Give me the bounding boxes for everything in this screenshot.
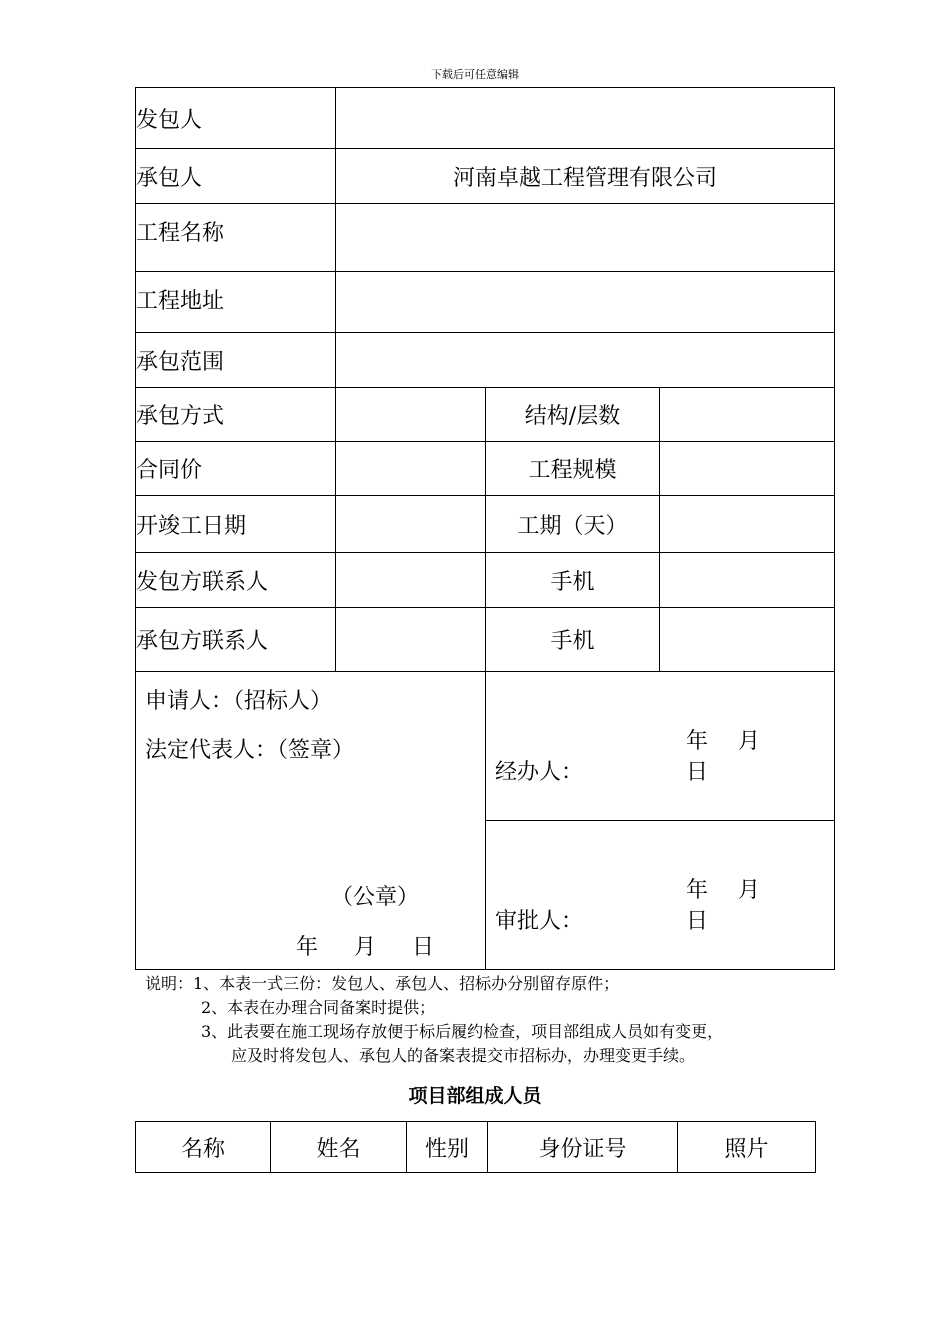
- label-employer: 发包人: [136, 88, 336, 149]
- row-contract-price: [136, 442, 835, 496]
- value-structure-floors[interactable]: [660, 388, 835, 442]
- row-project-name: [136, 204, 835, 272]
- approver-label: 审批人：: [495, 909, 584, 934]
- staff-col-gender: 性别: [407, 1122, 488, 1173]
- note-line-4: 应及时将发包人、承包人的备案表提交市招标办，办理变更手续。: [231, 1046, 696, 1065]
- date-month: 月: [738, 729, 761, 754]
- value-employer[interactable]: [336, 88, 835, 149]
- note-line-2: 2、本表在办理合同备案时提供；: [201, 998, 436, 1017]
- legal-rep-label: 法定代表人：（签章）: [145, 738, 355, 763]
- row-employer: [136, 88, 835, 149]
- value-contract-price[interactable]: [336, 442, 486, 496]
- staff-col-id-number: 身份证号: [488, 1122, 678, 1173]
- value-employer-phone[interactable]: [660, 553, 835, 608]
- value-project-scale[interactable]: [660, 442, 835, 496]
- staff-section-title: 项目部组成人员: [408, 1085, 542, 1107]
- label-project-name: 工程名称: [136, 204, 336, 272]
- date-day: 日: [686, 909, 709, 934]
- value-start-end-date[interactable]: [336, 496, 486, 553]
- value-contractor[interactable]: 河南卓越工程管理有限公司: [336, 149, 835, 204]
- label-contractor: 承包人: [136, 149, 336, 204]
- label-structure-floors: 结构/层数: [486, 388, 660, 442]
- staff-col-photo: 照片: [678, 1122, 816, 1173]
- seal-label: （公章）: [331, 885, 420, 910]
- label-employer-contact: 发包方联系人: [136, 553, 336, 608]
- date-day: 日: [412, 935, 435, 960]
- handler-label: 经办人：: [495, 760, 584, 785]
- label-project-address: 工程地址: [136, 272, 336, 333]
- contract-form-table: [135, 87, 835, 970]
- row-contractor-contact: [136, 608, 835, 672]
- applicant-label: 申请人：（招标人）: [145, 689, 333, 714]
- approver-area[interactable]: [486, 821, 835, 970]
- row-employer-contact: [136, 553, 835, 608]
- handler-area[interactable]: [486, 672, 835, 821]
- staff-col-name: 姓名: [271, 1122, 407, 1173]
- applicant-date: [296, 930, 470, 961]
- label-contractor-phone: 手机: [486, 608, 660, 672]
- approver-date: [686, 873, 834, 935]
- date-day: 日: [686, 760, 709, 785]
- date-year: 年: [686, 729, 709, 754]
- label-start-end-date: 开竣工日期: [136, 496, 336, 553]
- handler-date: [686, 724, 834, 786]
- value-project-name[interactable]: [336, 204, 835, 272]
- row-project-address: [136, 272, 835, 333]
- value-employer-contact[interactable]: [336, 553, 486, 608]
- date-month: 月: [738, 878, 761, 903]
- note-line-3: 3、此表要在施工现场存放便于标后履约检查，项目部组成人员如有变更，: [201, 1022, 724, 1041]
- row-contract-method: [136, 388, 835, 442]
- label-duration-days: 工期（天）: [486, 496, 660, 553]
- row-contractor: [136, 149, 835, 204]
- label-contract-method: 承包方式: [136, 388, 336, 442]
- label-contractor-contact: 承包方联系人: [136, 608, 336, 672]
- row-scope: [136, 333, 835, 388]
- value-scope[interactable]: [336, 333, 835, 388]
- date-year: 年: [296, 935, 319, 960]
- value-project-address[interactable]: [336, 272, 835, 333]
- staff-table: [135, 1121, 816, 1173]
- row-sign-handler: [136, 672, 835, 821]
- staff-header-row: [136, 1122, 816, 1173]
- notes-block: [145, 972, 723, 1068]
- label-scope: 承包范围: [136, 333, 336, 388]
- value-contract-method[interactable]: [336, 388, 486, 442]
- label-contract-price: 合同价: [136, 442, 336, 496]
- date-year: 年: [686, 878, 709, 903]
- date-month: 月: [354, 935, 377, 960]
- staff-col-title: 名称: [136, 1122, 271, 1173]
- value-duration-days[interactable]: [660, 496, 835, 553]
- value-contractor-phone[interactable]: [660, 608, 835, 672]
- label-employer-phone: 手机: [486, 553, 660, 608]
- value-contractor-contact[interactable]: [336, 608, 486, 672]
- label-project-scale: 工程规模: [486, 442, 660, 496]
- row-start-end-date: [136, 496, 835, 553]
- applicant-sign-area[interactable]: [136, 672, 486, 970]
- note-line-1: 说明：1、本表一式三份：发包人、承包人、招标办分别留存原件；: [145, 974, 620, 993]
- page-header: 下载后可任意编辑: [431, 68, 519, 81]
